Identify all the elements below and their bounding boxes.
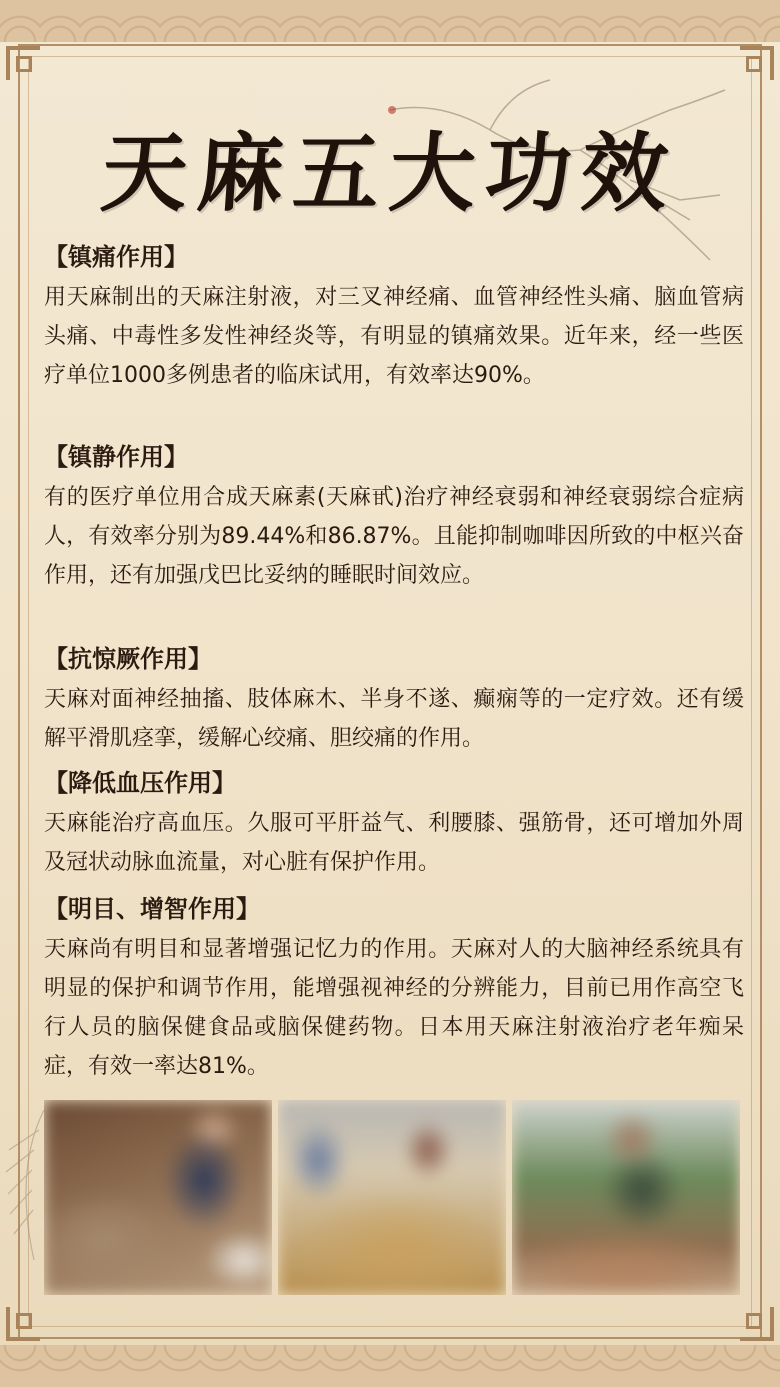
- section-vision-intelligence: [44, 892, 744, 1086]
- corner-ornament-icon: [740, 46, 774, 80]
- section-body: 天麻尚有明目和显著增强记忆力的作用。天麻对人的大脑神经系统具有明显的保护和调节作用，能增强视神经的分辨能力，目前已用作高空飞行人员的脑保健食品或脑保健药物。日本用天麻注射液治疗老年痴呆症，有效一率达81%。: [44, 937, 744, 1079]
- page-title: 天麻五大功效: [97, 123, 682, 224]
- section-analgesic: [44, 240, 744, 395]
- section-anticonvulsant: [44, 642, 744, 758]
- section-heading: 【明目、增智作用】: [44, 895, 260, 923]
- section-body: 有的医疗单位用合成天麻素(天麻甙)治疗神经衰弱和神经衰弱综合症病人，有效率分别为89.44%和86.87%。且能抑制咖啡因所致的中枢兴奋作用，还有加强戊巴比妥纳的睡眠时间效应。: [44, 485, 744, 588]
- section-heading: 【降低血压作用】: [44, 769, 236, 797]
- section-heading: 【抗惊厥作用】: [44, 645, 212, 673]
- corner-ornament-icon: [6, 1307, 40, 1341]
- photo-worker-sorting-tubers: [44, 1100, 272, 1295]
- section-body: 用天麻制出的天麻注射液，对三叉神经痛、血管神经性头痛、脑血管病头痛、中毒性多发性神经炎等，有明显的镇痛效果。近年来，经一些医疗单位1000多例患者的临床试用，有效率达90%。: [44, 285, 744, 388]
- section-body: 天麻对面神经抽搐、肢体麻木、半身不遂、癫痫等的一定疗效。还有缓解平滑肌痉挛，缓解心绞痛、胆绞痛的作用。: [44, 687, 744, 751]
- photo-workers-with-tuber-pile: [278, 1100, 506, 1295]
- corner-ornament-icon: [6, 46, 40, 80]
- section-heading: 【镇痛作用】: [44, 243, 188, 271]
- corner-ornament-icon: [740, 1307, 774, 1341]
- section-blood-pressure: [44, 766, 744, 882]
- section-heading: 【镇静作用】: [44, 443, 188, 471]
- bottom-wave-border: [0, 1345, 780, 1387]
- section-body: 天麻能治疗高血压。久服可平肝益气、利腰膝、强筋骨，还可增加外周及冠状动脉血流量，对心脏有保护作用。: [44, 811, 744, 875]
- photo-worker-harvesting-outdoors: [512, 1100, 740, 1295]
- section-sedative: [44, 440, 744, 595]
- top-wave-border: [0, 0, 780, 42]
